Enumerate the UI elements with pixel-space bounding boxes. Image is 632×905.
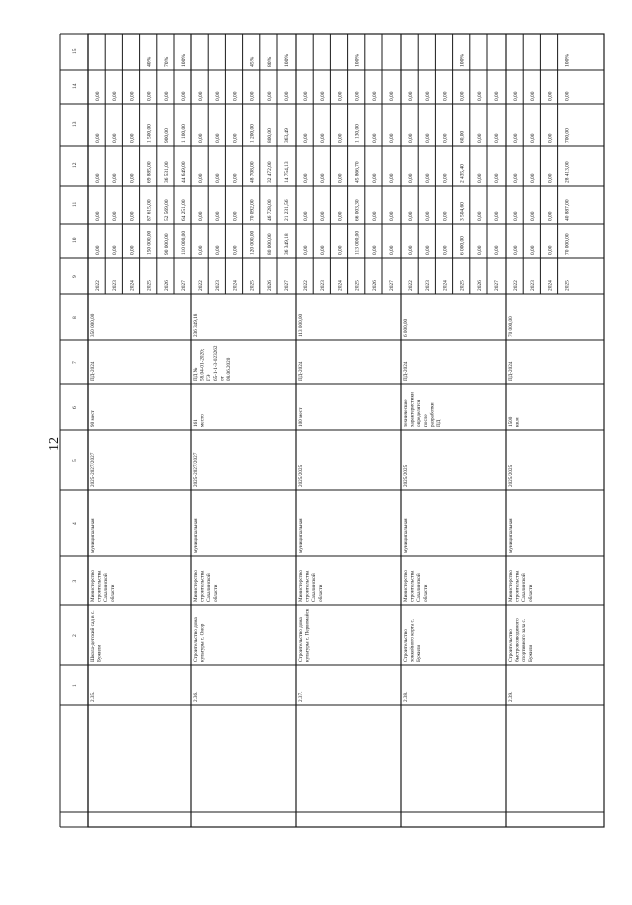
estimated-cost: 113 000,00 (298, 313, 304, 337)
customer: МинистерствостроительстваСахалинскойобласти (193, 570, 219, 602)
federal-budget-cell: 3 504,60 (459, 202, 466, 221)
design-document: ПД-2024 (508, 361, 514, 381)
funding-total-cell: 0,00 (408, 245, 414, 255)
federal-budget-cell: 87 615,00 (146, 199, 153, 221)
local-budget-cell: 0,00 (303, 133, 309, 143)
federal-budget-cell: 0,00 (547, 211, 554, 221)
regional-budget-cell: 0,00 (425, 173, 432, 183)
construction-period: 2025/2025 (403, 464, 409, 487)
other-sources-cell: 0,00 (284, 91, 290, 101)
year-cell: 2027 (389, 280, 395, 291)
federal-budget-cell: 0,00 (215, 211, 222, 221)
local-budget-cell: 800,00 (266, 128, 273, 143)
funding-total-cell: 0,00 (95, 245, 101, 255)
local-budget-cell: 0,00 (389, 133, 395, 143)
local-budget-cell: 0,00 (476, 133, 483, 143)
regional-budget-cell: 0,00 (547, 173, 554, 183)
column-header-3: 3 (72, 579, 78, 583)
local-budget-cell: 0,00 (371, 133, 378, 143)
capacity: 161место (193, 414, 206, 427)
regional-budget-cell: 0,00 (95, 173, 101, 183)
federal-budget-cell: 66 003,30 (354, 199, 361, 221)
funding-total-cell: 0,00 (337, 245, 344, 255)
row-number: 2.39. (508, 691, 514, 702)
year-cell: 2026 (266, 280, 273, 291)
year-cell: 2026 (163, 280, 170, 291)
regional-budget-cell: 69 885,00 (146, 161, 153, 183)
other-sources-cell: 0,00 (459, 91, 466, 101)
object-name: Строительство домакультуры с. Первомайск (298, 608, 311, 662)
federal-budget-cell: 0,00 (129, 211, 136, 221)
column-header-5: 5 (72, 459, 78, 462)
readiness-percent-cell: 100% (564, 53, 571, 67)
federal-budget-cell: 0,00 (371, 211, 378, 221)
funding-total-cell: 0,00 (425, 245, 432, 255)
regional-budget-cell: 0,00 (530, 173, 537, 183)
other-sources-cell: 0,00 (476, 91, 483, 101)
column-header-11: 11 (72, 201, 78, 207)
regional-budget-cell: 0,00 (337, 173, 344, 183)
local-budget-cell: 0,00 (95, 133, 101, 143)
funding-total-cell: 0,00 (476, 245, 483, 255)
federal-budget-cell: 40 887,00 (564, 199, 571, 221)
regional-budget-cell: 0,00 (303, 173, 309, 183)
design-document: ПД-2024 (298, 361, 304, 381)
column-header-8: 8 (72, 316, 78, 319)
column-header-4: 4 (72, 522, 78, 525)
local-budget-cell: 0,00 (513, 133, 519, 143)
other-sources-cell: 0,00 (408, 91, 414, 101)
year-cell: 2025 (354, 280, 361, 291)
funding-total-cell: 0,00 (494, 245, 500, 255)
capacity: 90 мест (90, 410, 96, 427)
year-cell: 2023 (112, 280, 119, 291)
other-sources-cell: 0,00 (146, 91, 153, 101)
other-sources-cell: 0,00 (337, 91, 344, 101)
column-header-14: 14 (72, 83, 78, 89)
funding-total-cell: 0,00 (215, 245, 222, 255)
year-cell: 2025 (459, 280, 466, 291)
other-sources-cell: 0,00 (494, 91, 500, 101)
local-budget-cell: 900,00 (163, 128, 170, 143)
readiness-percent-cell: 40% (146, 56, 153, 67)
other-sources-cell: 0,00 (95, 91, 101, 101)
capacity: 100 мест (298, 407, 304, 427)
construction-period: 2025-2027/2027 (193, 452, 199, 487)
local-budget-cell: 0,00 (320, 133, 327, 143)
local-budget-cell: 0,00 (215, 133, 222, 143)
funding-total-cell: 0,00 (547, 245, 554, 255)
federal-budget-cell: 0,00 (513, 211, 519, 221)
other-sources-cell: 0,00 (181, 91, 187, 101)
year-cell: 2023 (215, 280, 222, 291)
readiness-percent-cell: 45% (249, 56, 256, 67)
customer: МинистерствостроительстваСахалинскойобласти (90, 570, 116, 602)
regional-budget-cell: 0,00 (494, 173, 500, 183)
regional-budget-cell: 2 435,40 (459, 164, 466, 183)
other-sources-cell: 0,00 (215, 91, 222, 101)
other-sources-cell: 0,00 (266, 91, 273, 101)
year-cell: 2022 (303, 280, 309, 291)
construction-period: 2025-2027/2027 (90, 452, 96, 487)
funding-total-cell: 80 000,00 (266, 233, 273, 255)
other-sources-cell: 0,00 (112, 91, 119, 101)
local-budget-cell: 0,00 (530, 133, 537, 143)
funding-total-cell: 0,00 (389, 245, 395, 255)
local-budget-cell: 1 100,00 (181, 124, 187, 143)
year-cell: 2024 (442, 280, 449, 291)
year-cell: 2024 (129, 280, 136, 291)
year-cell: 2023 (320, 280, 327, 291)
regional-budget-cell: 0,00 (112, 173, 119, 183)
other-sources-cell: 0,00 (442, 91, 449, 101)
year-cell: 2026 (371, 280, 378, 291)
year-cell: 2027 (181, 280, 187, 291)
federal-budget-cell: 0,00 (476, 211, 483, 221)
readiness-percent-cell: 100% (181, 53, 187, 67)
readiness-percent-cell: 100% (284, 53, 290, 67)
object-name: Строительствохоккейного корта с.Бужили (403, 618, 423, 662)
ownership: муниципальная (403, 518, 409, 553)
construction-period: 2025/2025 (298, 464, 304, 487)
regional-budget-cell: 28 413,00 (564, 161, 571, 183)
customer: МинистерствостроительстваСахалинскойобласти (508, 570, 534, 602)
readiness-percent-cell: 70% (163, 56, 170, 67)
estimated-cost: 6 000,00 (403, 318, 409, 337)
other-sources-cell: 0,00 (389, 91, 395, 101)
funding-total-cell: 113 000,00 (354, 230, 361, 255)
readiness-percent-cell: 100% (354, 53, 361, 67)
federal-budget-cell: 0,00 (320, 211, 327, 221)
design-document: ПД-2024 (403, 361, 409, 381)
funding-total-cell: 0,00 (198, 245, 204, 255)
federal-budget-cell: 52 569,00 (163, 199, 170, 221)
column-header-13: 13 (72, 121, 78, 127)
customer: МинистерствостроительстваСахалинскойобласти (403, 570, 429, 602)
regional-budget-cell: 0,00 (408, 173, 414, 183)
local-budget-cell: 0,00 (425, 133, 432, 143)
federal-budget-cell: 0,00 (95, 211, 101, 221)
local-budget-cell: 0,00 (198, 133, 204, 143)
federal-budget-cell: 0,00 (337, 211, 344, 221)
local-budget-cell: 1 500,00 (146, 124, 153, 143)
object-name: Строительствобыстровозводимогоспортивного зала с.Бужили (508, 618, 534, 662)
year-cell: 2025 (249, 280, 256, 291)
other-sources-cell: 0,00 (354, 91, 361, 101)
ownership: муниципальная (90, 518, 96, 553)
regional-budget-cell: 45 866,70 (354, 161, 361, 183)
regional-budget-cell: 0,00 (198, 173, 204, 183)
funding-total-cell: 120 000,00 (249, 230, 256, 255)
federal-budget-cell: 21 231,56 (284, 199, 290, 221)
regional-budget-cell: 0,00 (320, 173, 327, 183)
local-budget-cell: 0,00 (337, 133, 344, 143)
local-budget-cell: 0,00 (442, 133, 449, 143)
column-header-1: 1 (72, 684, 78, 687)
capacity: техническиехарактеристикиопределятсяпослеразработкиПД (403, 392, 442, 427)
funding-total-cell: 0,00 (320, 245, 327, 255)
federal-budget-cell: 0,00 (494, 211, 500, 221)
year-cell: 2025 (564, 280, 571, 291)
other-sources-cell: 0,00 (129, 91, 136, 101)
local-budget-cell: 0,00 (112, 133, 119, 143)
regional-budget-cell: 0,00 (129, 173, 136, 183)
year-cell: 2023 (425, 280, 432, 291)
funding-total-cell: 0,00 (530, 245, 537, 255)
regional-budget-cell: 0,00 (371, 173, 378, 183)
column-header-2: 2 (72, 634, 78, 637)
column-header-10: 10 (72, 237, 78, 243)
funding-total-cell: 0,00 (513, 245, 519, 255)
other-sources-cell: 0,00 (564, 91, 571, 101)
federal-budget-cell: 0,00 (303, 211, 309, 221)
readiness-percent-cell: 100% (459, 53, 466, 67)
regional-budget-cell: 0,00 (476, 173, 483, 183)
ownership: муниципальная (193, 518, 199, 553)
funding-total-cell: 0,00 (303, 245, 309, 255)
regional-budget-cell: 0,00 (215, 173, 222, 183)
other-sources-cell: 0,00 (513, 91, 519, 101)
design-document: ПД №58.04-01-2020;ГЭ65-1-1-3-023262от08.06.2020 (193, 345, 232, 381)
row-number: 2.37. (298, 691, 304, 702)
column-header-7: 7 (72, 361, 78, 364)
federal-budget-cell: 0,00 (112, 211, 119, 221)
local-budget-cell: 0,00 (408, 133, 414, 143)
funding-total-cell: 90 000,00 (163, 233, 170, 255)
object-name: Строительство домакультуры с. Онор (193, 617, 206, 662)
estimated-cost: 70 000,00 (508, 316, 514, 337)
local-budget-cell: 0,00 (547, 133, 554, 143)
local-budget-cell: 1 130,00 (354, 124, 361, 143)
funding-total-cell: 0,00 (232, 245, 239, 255)
funding-total-cell: 0,00 (442, 245, 449, 255)
federal-budget-cell: 64 251,00 (181, 199, 187, 221)
construction-period: 2025/2025 (508, 464, 514, 487)
regional-budget-cell: 14 754,13 (284, 161, 290, 183)
funding-total-cell: 150 000,00 (146, 230, 153, 255)
regional-budget-cell: 0,00 (232, 173, 239, 183)
federal-budget-cell: 0,00 (198, 211, 204, 221)
row-number: 2.36. (193, 691, 199, 702)
local-budget-cell: 0,00 (494, 133, 500, 143)
funding-total-cell: 0,00 (371, 245, 378, 255)
column-header-15: 15 (72, 48, 78, 54)
other-sources-cell: 0,00 (320, 91, 327, 101)
federal-budget-cell: 0,00 (232, 211, 239, 221)
year-cell: 2027 (494, 280, 500, 291)
year-cell: 2024 (337, 280, 344, 291)
local-budget-cell: 0,00 (129, 133, 136, 143)
year-cell: 2027 (284, 280, 290, 291)
year-cell: 2022 (408, 280, 414, 291)
regional-budget-cell: 0,00 (442, 173, 449, 183)
column-header-12: 12 (72, 162, 78, 168)
funding-total-cell: 0,00 (112, 245, 119, 255)
funding-total-cell: 0,00 (129, 245, 136, 255)
funding-total-cell: 36 349,18 (284, 233, 290, 255)
regional-budget-cell: 36 531,00 (163, 161, 170, 183)
federal-budget-cell: 0,00 (408, 211, 414, 221)
regional-budget-cell: 44 649,00 (181, 161, 187, 183)
readiness-percent-cell: 80% (266, 56, 273, 67)
regional-budget-cell: 0,00 (513, 173, 519, 183)
year-cell: 2022 (198, 280, 204, 291)
regional-budget-cell: 0,00 (389, 173, 395, 183)
other-sources-cell: 0,00 (547, 91, 554, 101)
year-cell: 2022 (513, 280, 519, 291)
other-sources-cell: 0,00 (249, 91, 256, 101)
funding-total-cell: 6 000,00 (459, 236, 466, 255)
other-sources-cell: 0,00 (371, 91, 378, 101)
funding-total-cell: 70 000,00 (564, 233, 571, 255)
row-number: 2.35. (90, 691, 96, 702)
other-sources-cell: 0,00 (530, 91, 537, 101)
year-cell: 2024 (547, 280, 554, 291)
funding-total-cell: 110 000,00 (181, 230, 187, 255)
federal-budget-cell: 46 728,00 (266, 199, 273, 221)
federal-budget-cell: 0,00 (425, 211, 432, 221)
local-budget-cell: 60,00 (459, 130, 466, 143)
column-header-9: 9 (72, 275, 78, 278)
ownership: муниципальная (508, 518, 514, 553)
other-sources-cell: 0,00 (303, 91, 309, 101)
design-document: ПД-2024 (90, 361, 96, 381)
customer: МинистерствостроительстваСахалинскойобласти (298, 570, 324, 602)
federal-budget-cell: 70 092,00 (249, 199, 256, 221)
federal-budget-cell: 0,00 (442, 211, 449, 221)
other-sources-cell: 0,00 (198, 91, 204, 101)
local-budget-cell: 363,49 (284, 128, 290, 143)
object-name: Школа-детский сад в с.Бужили (90, 610, 103, 662)
federal-budget-cell: 0,00 (530, 211, 537, 221)
other-sources-cell: 0,00 (163, 91, 170, 101)
year-cell: 2022 (95, 280, 101, 291)
other-sources-cell: 0,00 (232, 91, 239, 101)
year-cell: 2025 (146, 280, 153, 291)
year-cell: 2026 (476, 280, 483, 291)
local-budget-cell: 1 200,00 (249, 124, 256, 143)
page-number: 12 (47, 437, 62, 451)
local-budget-cell: 700,00 (564, 128, 571, 143)
local-budget-cell: 0,00 (232, 133, 239, 143)
row-number: 2.38. (403, 691, 409, 702)
estimated-cost: 236 349,18 (193, 313, 199, 337)
ownership: муниципальная (298, 518, 304, 553)
year-cell: 2023 (530, 280, 537, 291)
year-cell: 2024 (232, 280, 239, 291)
estimated-cost: 350 000,00 (90, 313, 96, 337)
regional-budget-cell: 32 472,00 (266, 161, 273, 183)
other-sources-cell: 0,00 (425, 91, 432, 101)
capacity: 1500кв.м (508, 416, 521, 427)
regional-budget-cell: 48 708,00 (249, 161, 256, 183)
federal-budget-cell: 0,00 (389, 211, 395, 221)
column-header-6: 6 (72, 406, 78, 409)
